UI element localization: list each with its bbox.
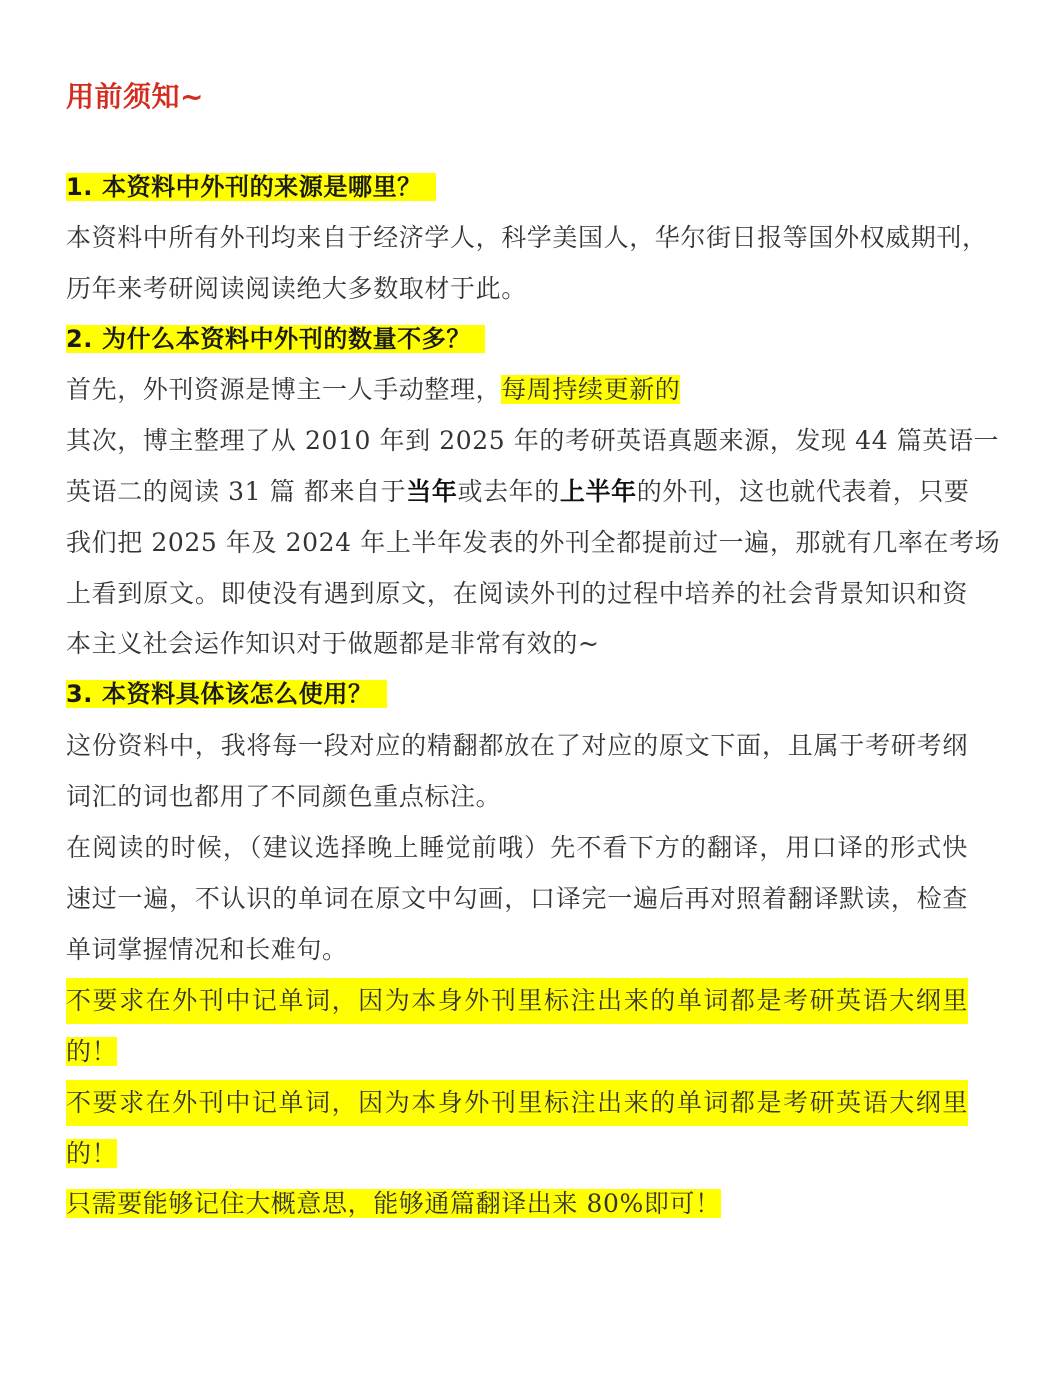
note-1-line-2 [66, 1029, 117, 1075]
section-2-heading-text: 2. 为什么本资料中外刊的数量不多？ [66, 325, 485, 353]
section-1-heading-text: 1. 本资料中外刊的来源是哪里？ [66, 173, 436, 201]
note-2-line-2 [66, 1131, 117, 1177]
section-3-heading [66, 671, 387, 717]
bold-current-year: 当年 [406, 477, 458, 506]
note-2-text-b: 的！ [66, 1139, 118, 1168]
section-2-line-5: 上看到原文。即使没有遇到原文，在阅读外刊的过程中培养的社会背景知识和资 [66, 579, 968, 608]
section-2-line-3-a: 英语二的阅读 31 篇 都来自于 [66, 477, 407, 506]
section-2-line-3-d: 的外刊，这也就代表着，只要 [636, 477, 970, 506]
note-1-text-b: 的！ [66, 1037, 118, 1066]
note-3-text: 只需要能够记住大概意思，能够通篇翻译出来 80%即可！ [66, 1189, 721, 1218]
section-2-line-3 [66, 469, 968, 515]
section-3-line-3: 在阅读的时候，（建议选择晚上睡觉前哦）先不看下方的翻译，用口译的形式快 [66, 833, 968, 862]
section-2-heading [66, 316, 485, 362]
section-3-line-1: 这份资料中，我将每一段对应的精翻都放在了对应的原文下面，且属于考研考纲 [66, 731, 968, 760]
section-2-line-6: 本主义社会运作知识对于做题都是非常有效的~ [66, 629, 600, 658]
note-1-text-a: 不要求在外刊中记单词，因为本身外刊里标注出来的单词都是考研英语大纲里 [66, 978, 968, 1024]
section-3-line-2: 词汇的词也都用了不同颜色重点标注。 [66, 782, 502, 811]
page-title: 用前须知~ [66, 80, 204, 113]
weekly-update-highlight: 每周持续更新的 [501, 375, 681, 404]
section-1-line-1: 本资料中所有外刊均来自于经济学人，科学美国人，华尔街日报等国外权威期刊， [66, 223, 988, 252]
section-2-line-1-text: 首先，外刊资源是博主一人手动整理， [66, 375, 502, 404]
note-3-line [66, 1181, 721, 1227]
section-1-line-2: 历年来考研阅读阅读绝大多数取材于此。 [66, 274, 527, 303]
note-1-line-1 [66, 978, 968, 1024]
section-3-heading-text: 3. 本资料具体该怎么使用？ [66, 680, 387, 708]
note-2-text-a: 不要求在外刊中记单词，因为本身外刊里标注出来的单词都是考研英语大纲里 [66, 1080, 968, 1126]
note-2-line-1 [66, 1080, 968, 1126]
section-2-line-3-c: 或去年的 [457, 477, 560, 506]
section-1-heading [66, 164, 436, 210]
section-2-line-4: 我们把 2025 年及 2024 年上半年发表的外刊全都提前过一遍，那就有几率在考场 [66, 528, 1001, 557]
section-3-line-5: 单词掌握情况和长难句。 [66, 935, 348, 964]
section-2-line-1 [66, 367, 680, 413]
section-3-line-4: 速过一遍，不认识的单词在原文中勾画，口译完一遍后再对照着翻译默读，检查 [66, 884, 968, 913]
section-2-line-2: 其次，博主整理了从 2010 年到 2025 年的考研英语真题来源，发现 44 篇英语一 [66, 426, 1000, 455]
bold-first-half: 上半年 [559, 477, 637, 506]
